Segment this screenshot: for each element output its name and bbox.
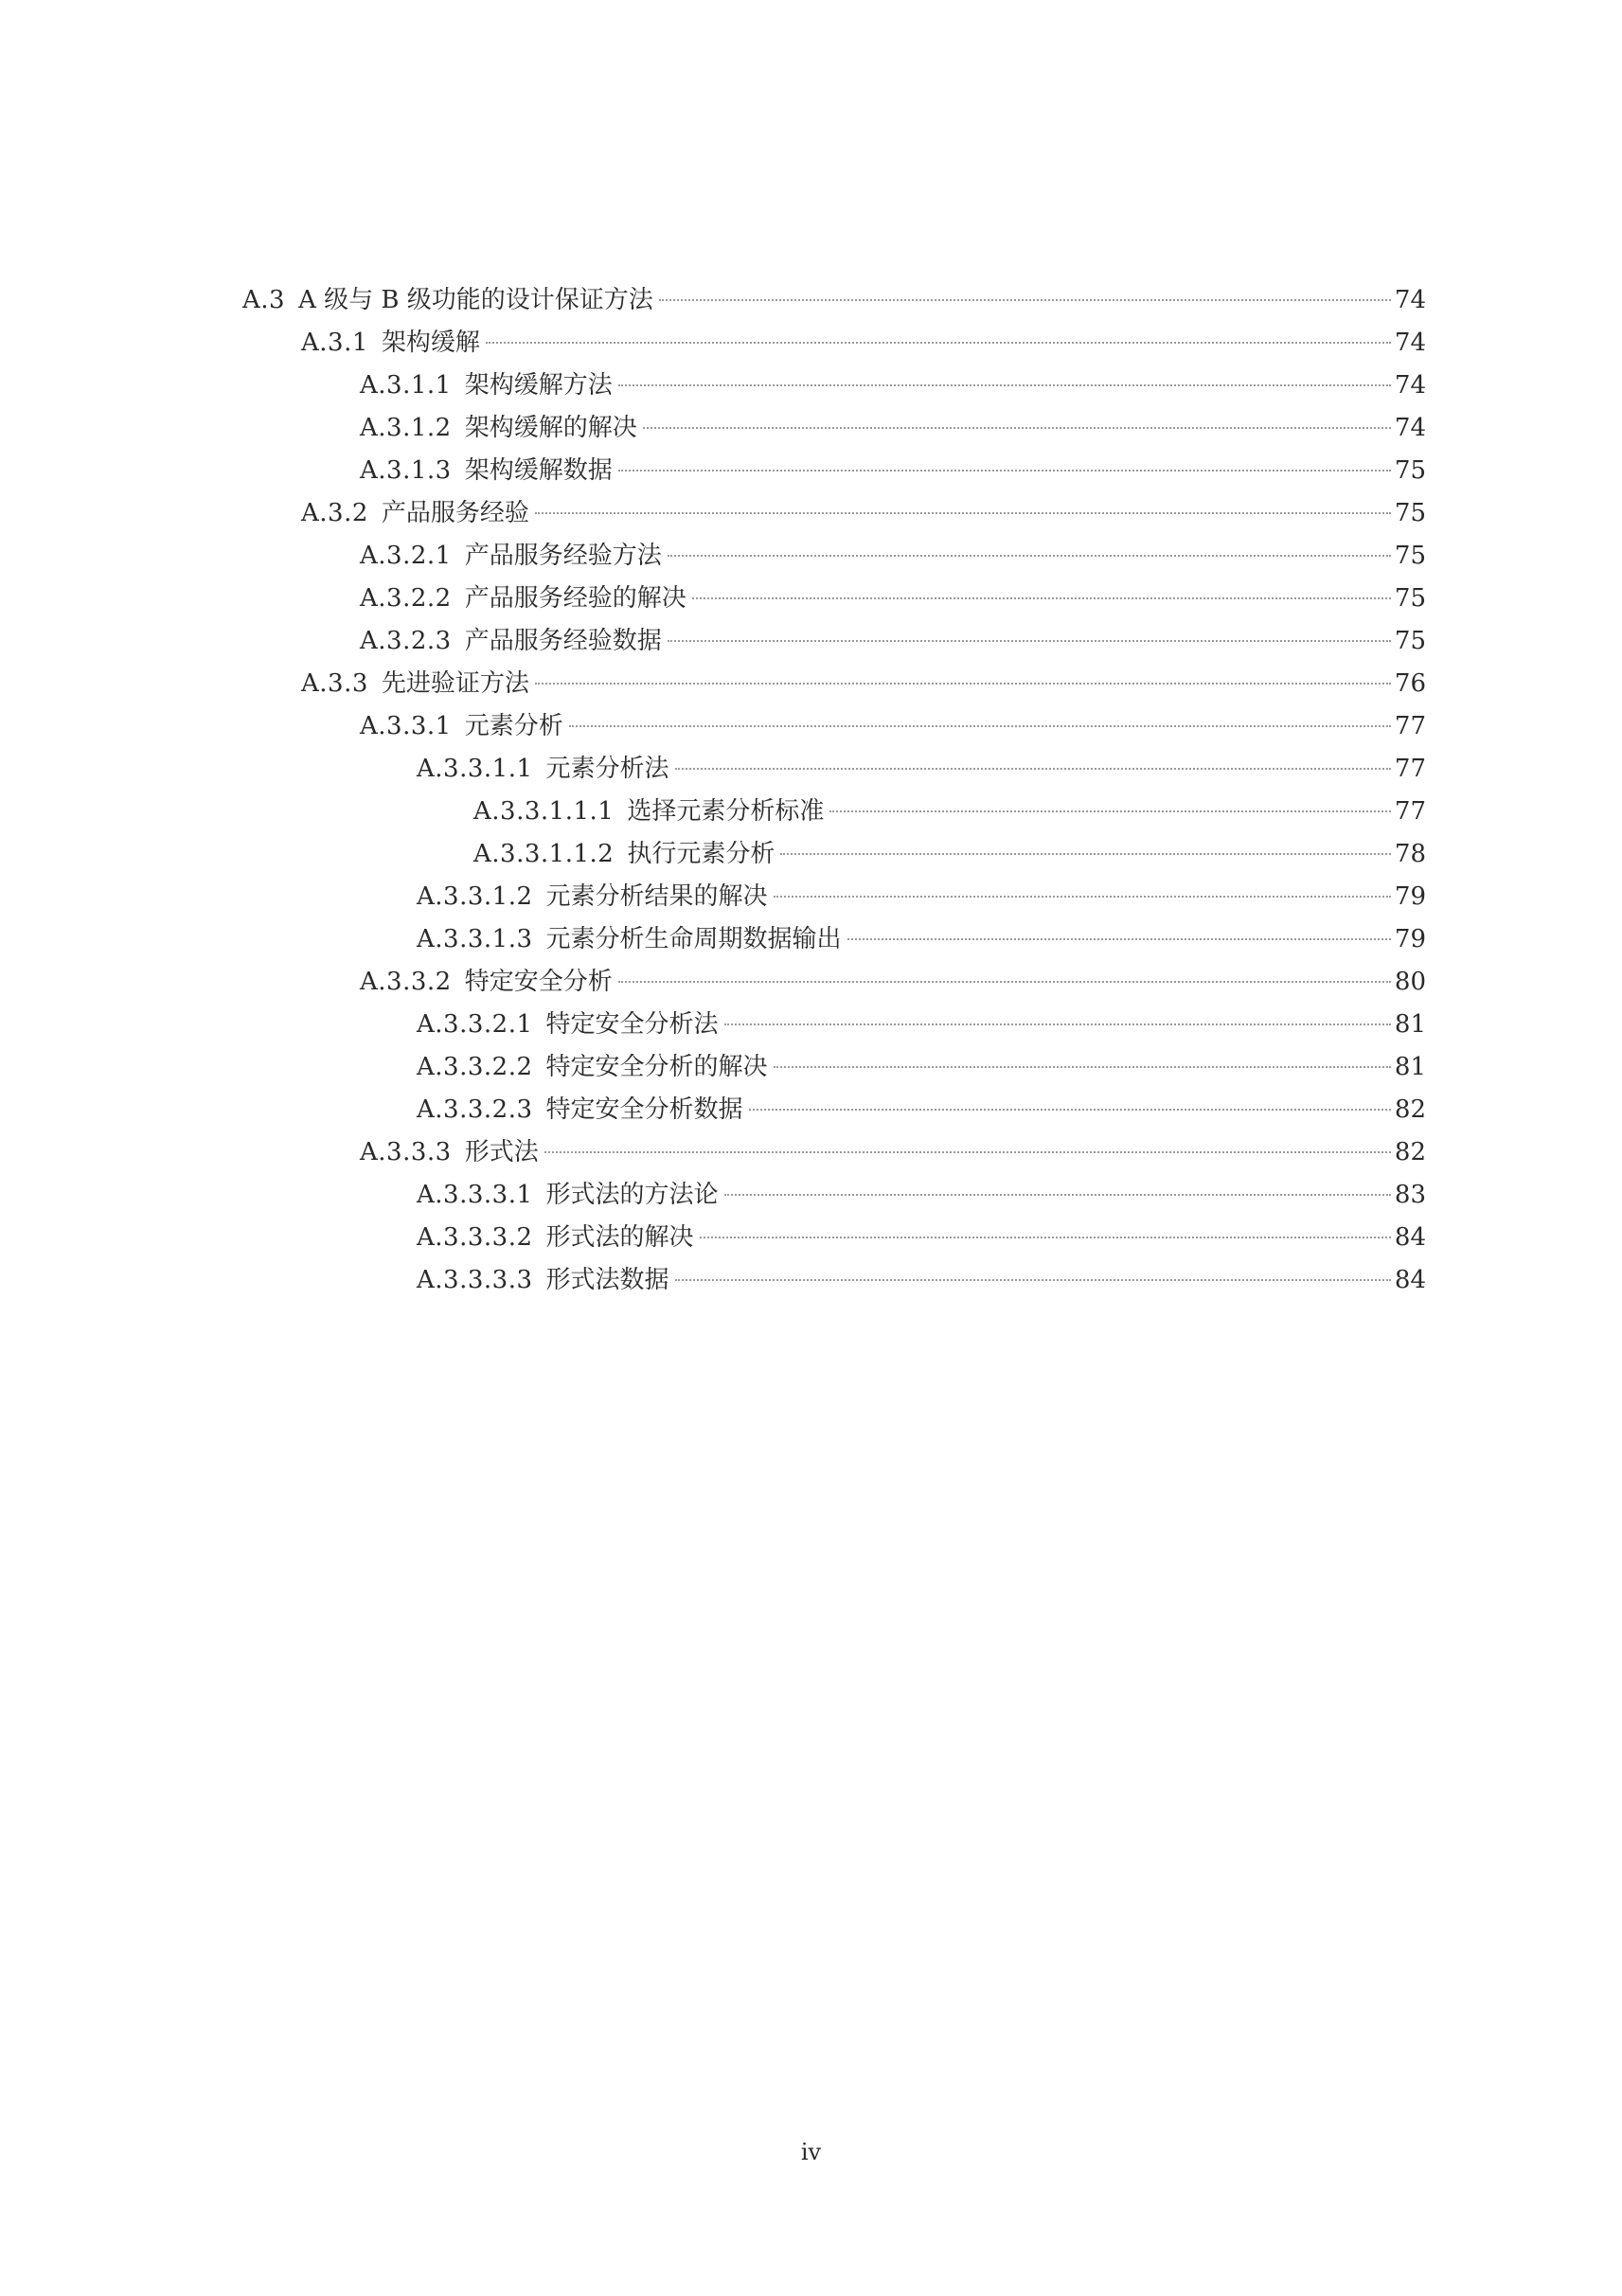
toc-entry-page-number: 75 bbox=[1394, 542, 1426, 570]
dot-leader bbox=[780, 853, 1391, 855]
toc-entry-page-number: 75 bbox=[1394, 456, 1426, 485]
toc-entry-number: A.3 bbox=[242, 286, 286, 314]
toc-entry[interactable] bbox=[242, 1089, 1426, 1131]
toc-entry-page-number: 74 bbox=[1394, 371, 1426, 400]
toc-entry-title: A 级与 B 级功能的设计保证方法 bbox=[298, 286, 653, 314]
dot-leader bbox=[700, 1237, 1391, 1238]
toc-entry-page-number: 75 bbox=[1394, 627, 1426, 655]
toc-entry[interactable] bbox=[242, 1004, 1426, 1046]
toc-entry-page-number: 75 bbox=[1394, 584, 1426, 613]
toc-entry-number: A.3.3.2.3 bbox=[417, 1095, 533, 1124]
dot-leader bbox=[618, 981, 1391, 983]
toc-entry[interactable] bbox=[242, 1217, 1426, 1259]
toc-entry-page-number: 80 bbox=[1394, 968, 1426, 996]
toc-entry-title: 形式法的解决 bbox=[545, 1223, 694, 1252]
toc-entry-title: 执行元素分析 bbox=[627, 840, 775, 868]
dot-leader bbox=[749, 1109, 1391, 1111]
toc-entry-page-number: 77 bbox=[1394, 712, 1426, 740]
toc-entry[interactable] bbox=[242, 961, 1426, 1004]
dot-leader bbox=[724, 1023, 1391, 1025]
toc-entry-number: A.3.3.1.1 bbox=[417, 755, 533, 783]
toc-entry-number: A.3.2.1 bbox=[360, 542, 452, 570]
toc-entry-title: 元素分析生命周期数据输出 bbox=[545, 925, 842, 953]
toc-entry-page-number: 81 bbox=[1394, 1053, 1426, 1081]
dot-leader bbox=[668, 640, 1391, 642]
toc-entry-page-number: 79 bbox=[1394, 925, 1426, 953]
toc-entry-number: A.3.3.2 bbox=[360, 968, 452, 996]
toc-entry-page-number: 74 bbox=[1394, 414, 1426, 442]
dot-leader bbox=[544, 1151, 1391, 1153]
toc-entry-number: A.3.3.1.3 bbox=[417, 925, 533, 953]
dot-leader bbox=[668, 555, 1391, 557]
toc-entry-page-number: 79 bbox=[1394, 882, 1426, 911]
toc-entry-page-number: 81 bbox=[1394, 1010, 1426, 1039]
toc-entry-title: 先进验证方法 bbox=[381, 669, 529, 698]
toc-entry-page-number: 78 bbox=[1394, 840, 1426, 868]
toc-entry[interactable] bbox=[242, 407, 1426, 450]
dot-leader bbox=[692, 597, 1391, 599]
toc-entry-number: A.3.3.3.3 bbox=[417, 1266, 533, 1294]
toc-entry-title: 形式法数据 bbox=[545, 1266, 669, 1294]
toc-entry-title: 架构缓解方法 bbox=[464, 371, 613, 400]
toc-entry-number: A.3.3.3.2 bbox=[417, 1223, 533, 1252]
toc-entry[interactable] bbox=[242, 492, 1426, 535]
toc-entry-number: A.3.3.2.1 bbox=[417, 1010, 533, 1039]
toc-entry-page-number: 74 bbox=[1394, 329, 1426, 357]
toc-entry-number: A.3.2.2 bbox=[360, 584, 452, 613]
toc-entry-number: A.3.3 bbox=[301, 669, 368, 698]
toc-entry-title: 产品服务经验 bbox=[381, 499, 529, 527]
table-of-contents bbox=[242, 279, 1426, 1302]
toc-entry-page-number: 77 bbox=[1394, 755, 1426, 783]
toc-entry-page-number: 84 bbox=[1394, 1223, 1426, 1252]
toc-entry-number: A.3.2 bbox=[301, 499, 368, 527]
toc-entry-title: 架构缓解 bbox=[381, 329, 480, 357]
toc-entry-title: 形式法 bbox=[464, 1138, 539, 1166]
toc-entry-number: A.3.3.1.1.1 bbox=[473, 797, 615, 826]
dot-leader bbox=[724, 1194, 1391, 1196]
toc-entry-page-number: 84 bbox=[1394, 1266, 1426, 1294]
toc-entry[interactable] bbox=[242, 876, 1426, 918]
toc-entry-page-number: 82 bbox=[1394, 1138, 1426, 1166]
toc-entry-title: 形式法的方法论 bbox=[545, 1181, 719, 1209]
dot-leader bbox=[659, 299, 1391, 301]
toc-entry-number: A.3.2.3 bbox=[360, 627, 452, 655]
toc-entry[interactable] bbox=[242, 1131, 1426, 1174]
toc-entry-page-number: 75 bbox=[1394, 499, 1426, 527]
toc-entry-title: 元素分析结果的解决 bbox=[545, 882, 768, 911]
toc-entry[interactable] bbox=[242, 1046, 1426, 1089]
toc-entry-page-number: 74 bbox=[1394, 286, 1426, 314]
dot-leader bbox=[675, 768, 1391, 770]
dot-leader bbox=[535, 683, 1391, 685]
dot-leader bbox=[829, 810, 1391, 812]
toc-entry-title: 产品服务经验方法 bbox=[464, 542, 662, 570]
toc-entry-title: 元素分析 bbox=[464, 712, 563, 740]
toc-entry-title: 选择元素分析标准 bbox=[627, 797, 825, 826]
toc-entry-title: 架构缓解的解决 bbox=[464, 414, 637, 442]
toc-entry-title: 产品服务经验数据 bbox=[464, 627, 662, 655]
dot-leader bbox=[774, 896, 1391, 898]
toc-entry[interactable] bbox=[242, 748, 1426, 791]
toc-entry[interactable] bbox=[242, 578, 1426, 620]
toc-entry[interactable] bbox=[242, 535, 1426, 578]
toc-entry[interactable] bbox=[242, 279, 1426, 322]
dot-leader bbox=[847, 938, 1391, 940]
dot-leader bbox=[569, 725, 1391, 727]
page-number: iv bbox=[800, 2139, 822, 2165]
toc-entry-page-number: 82 bbox=[1394, 1095, 1426, 1124]
toc-entry-title: 特定安全分析的解决 bbox=[545, 1053, 768, 1081]
toc-entry[interactable] bbox=[242, 322, 1426, 365]
dot-leader bbox=[618, 384, 1391, 386]
toc-entry-page-number: 83 bbox=[1394, 1181, 1426, 1209]
toc-entry[interactable] bbox=[242, 791, 1426, 833]
toc-entry[interactable] bbox=[242, 620, 1426, 663]
toc-entry-title: 架构缓解数据 bbox=[464, 456, 613, 485]
toc-entry[interactable] bbox=[242, 450, 1426, 492]
toc-entry[interactable] bbox=[242, 918, 1426, 961]
toc-entry-number: A.3.1.3 bbox=[360, 456, 452, 485]
toc-entry-number: A.3.1 bbox=[301, 329, 368, 357]
toc-entry-title: 特定安全分析法 bbox=[545, 1010, 719, 1039]
toc-entry[interactable] bbox=[242, 663, 1426, 705]
dot-leader bbox=[675, 1279, 1391, 1281]
dot-leader bbox=[535, 512, 1391, 514]
toc-entry-number: A.3.3.1.2 bbox=[417, 882, 533, 911]
toc-entry-number: A.3.1.2 bbox=[360, 414, 452, 442]
toc-entry-number: A.3.3.3 bbox=[360, 1138, 452, 1166]
toc-entry-title: 特定安全分析数据 bbox=[545, 1095, 743, 1124]
toc-entry-page-number: 76 bbox=[1394, 669, 1426, 698]
toc-entry-number: A.3.1.1 bbox=[360, 371, 452, 400]
toc-entry[interactable] bbox=[242, 833, 1426, 876]
dot-leader bbox=[774, 1066, 1391, 1068]
toc-entry[interactable] bbox=[242, 1259, 1426, 1302]
dot-leader bbox=[618, 470, 1391, 472]
dot-leader bbox=[643, 427, 1391, 429]
toc-entry[interactable] bbox=[242, 365, 1426, 407]
toc-entry-number: A.3.3.2.2 bbox=[417, 1053, 533, 1081]
toc-entry-number: A.3.3.1.1.2 bbox=[473, 840, 615, 868]
toc-entry[interactable] bbox=[242, 1174, 1426, 1217]
toc-entry-number: A.3.3.1 bbox=[360, 712, 452, 740]
toc-entry-page-number: 77 bbox=[1394, 797, 1426, 826]
toc-entry-title: 元素分析法 bbox=[545, 755, 669, 783]
toc-entry[interactable] bbox=[242, 705, 1426, 748]
dot-leader bbox=[486, 342, 1391, 344]
toc-entry-title: 特定安全分析 bbox=[464, 968, 613, 996]
toc-entry-number: A.3.3.3.1 bbox=[417, 1181, 533, 1209]
toc-entry-title: 产品服务经验的解决 bbox=[464, 584, 686, 613]
